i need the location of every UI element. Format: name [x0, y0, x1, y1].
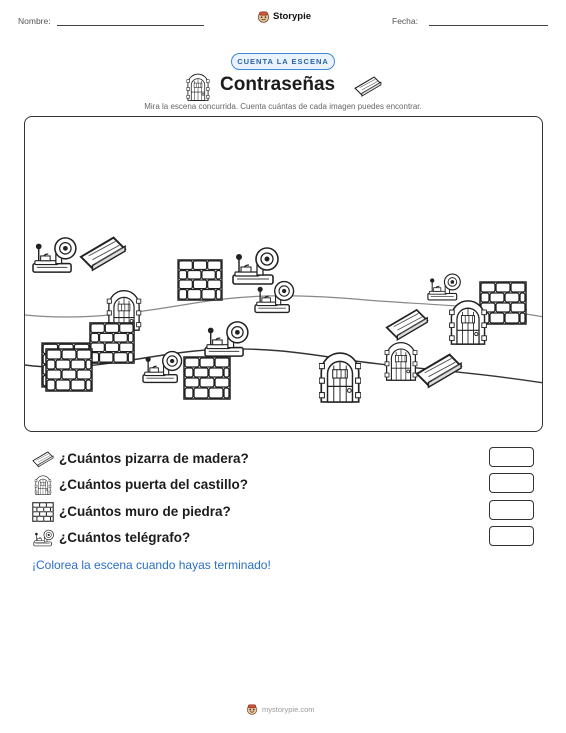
question-slate	[32, 449, 542, 469]
answer-box-door[interactable]	[489, 473, 534, 493]
storypie-logo-icon	[246, 703, 258, 715]
scene-telegraph-icon	[143, 352, 182, 383]
date-label: Fecha:	[392, 16, 418, 26]
answer-box-telegraph[interactable]	[489, 526, 534, 546]
page-title: Contraseñas	[220, 74, 336, 95]
scene-door-icon	[319, 353, 361, 402]
scene-slate-icon	[417, 355, 461, 388]
question-wall	[32, 502, 542, 522]
scene-telegraph-icon	[255, 282, 294, 313]
question-text: ¿Cuántos puerta del castillo?	[59, 477, 249, 492]
scene-items	[33, 238, 526, 402]
scene-wall-icon	[480, 282, 526, 324]
scene-slate-icon	[81, 238, 125, 271]
question-door	[32, 475, 542, 495]
answer-box-slate[interactable]	[489, 447, 534, 467]
brand-logo	[257, 10, 311, 23]
scene-wall-icon	[178, 260, 222, 300]
scene-door-icon	[450, 301, 487, 344]
title-row	[0, 73, 566, 99]
scene-slate-icon	[387, 310, 427, 340]
door-icon	[186, 73, 210, 101]
scene-telegraph-icon	[233, 248, 278, 284]
question-text: ¿Cuántos pizarra de madera?	[59, 451, 249, 466]
brand-name: Storypie	[273, 11, 312, 22]
name-label: Nombre:	[18, 16, 51, 26]
telegraph-icon	[32, 528, 54, 548]
question-text: ¿Cuántos telégrafo?	[59, 530, 191, 545]
scene-telegraph-icon	[205, 322, 248, 356]
busy-scene[interactable]	[24, 116, 543, 432]
scene-door-icon	[385, 343, 417, 381]
coloring-instruction: ¡Colorea la escena cuando hayas terminado!	[32, 558, 271, 572]
wall-icon	[32, 502, 54, 522]
storypie-logo-icon	[257, 10, 270, 23]
question-text: ¿Cuántos muro de piedra?	[59, 504, 231, 519]
scene-wall-icon	[184, 357, 230, 399]
scene-telegraph-icon	[33, 238, 76, 272]
footer	[246, 703, 315, 715]
scene-wall-icon	[46, 349, 92, 391]
footer-url: mystorypie.com	[262, 704, 315, 714]
question-telegraph	[32, 528, 542, 548]
instructions: Mira la escena concurrida. Cuenta cuántas de cada imagen puedes encontrar.	[144, 102, 422, 111]
door-icon	[32, 475, 54, 495]
slate-icon	[32, 449, 54, 469]
name-field[interactable]	[57, 25, 204, 26]
activity-badge: CUENTA LA ESCENA	[231, 53, 335, 70]
worksheet-header	[0, 10, 566, 34]
answer-box-wall[interactable]	[489, 500, 534, 520]
scene-canvas	[25, 117, 543, 432]
date-field[interactable]	[429, 25, 548, 26]
slate-icon	[354, 75, 382, 97]
scene-telegraph-icon	[428, 274, 460, 300]
scene-wall-icon	[90, 323, 134, 363]
